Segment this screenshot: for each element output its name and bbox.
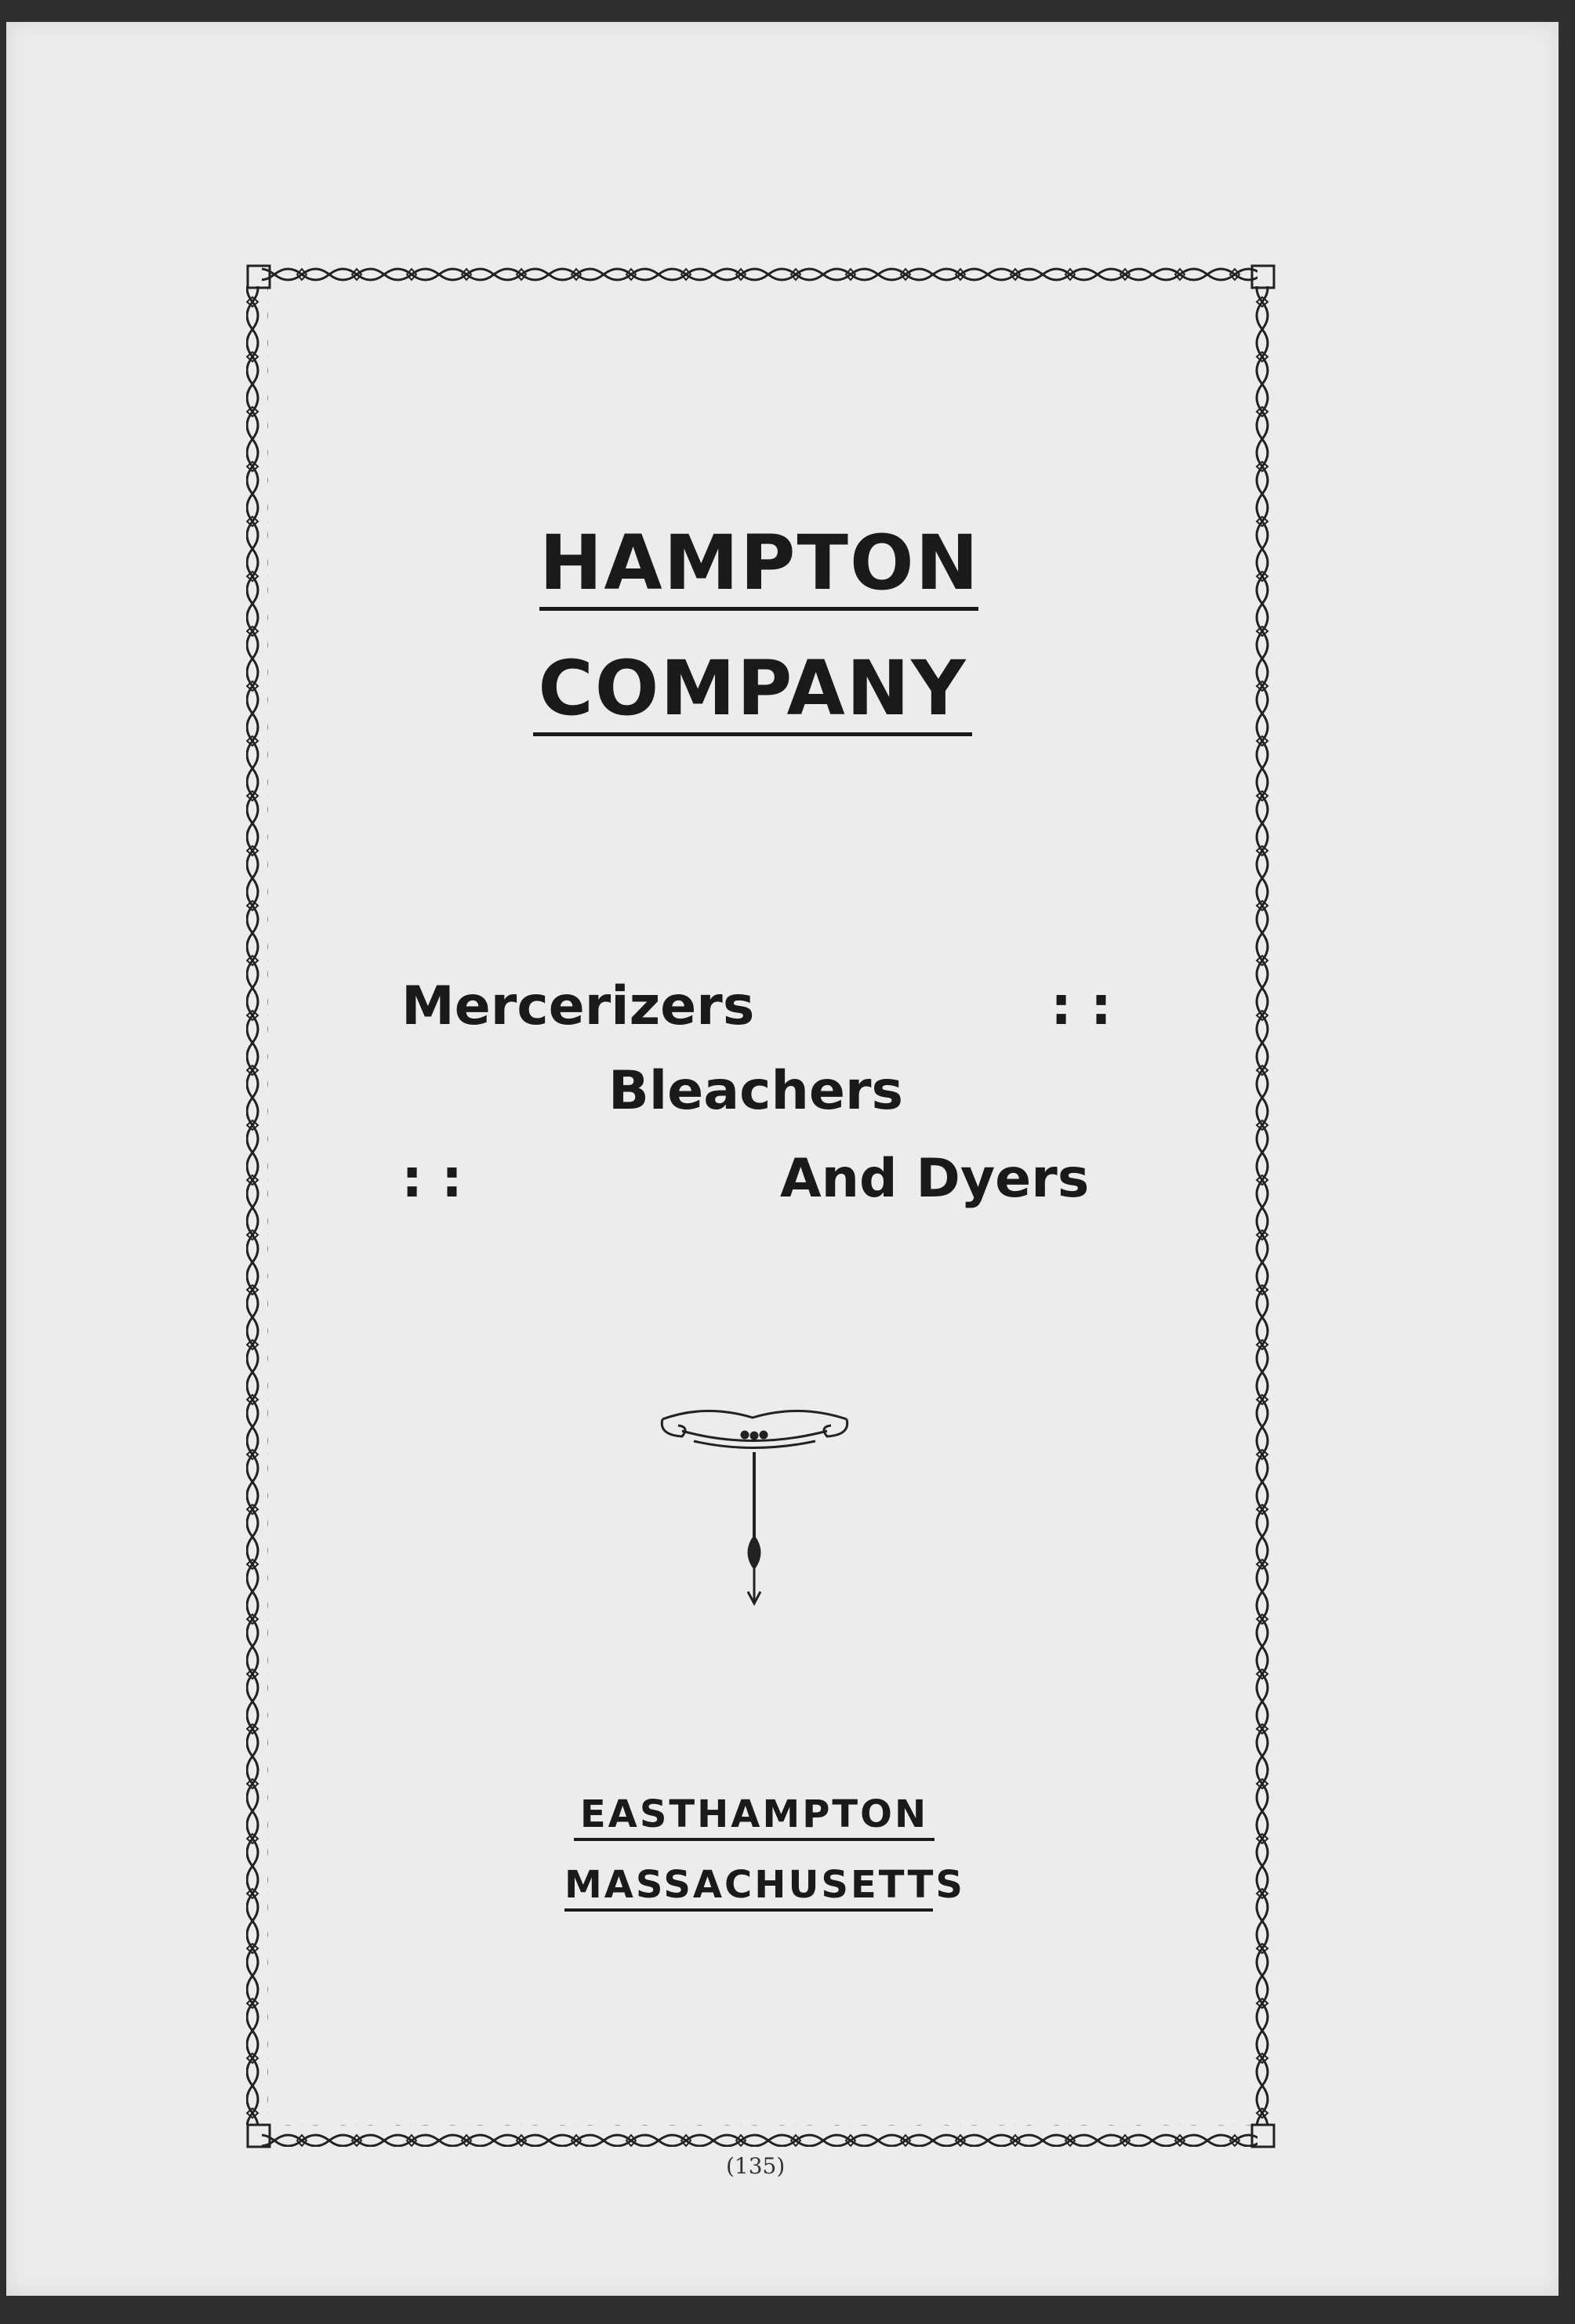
border-right <box>1252 286 1274 2125</box>
border-top <box>262 266 1257 288</box>
border-bottom <box>262 2125 1257 2147</box>
service-mercerizers: Mercerizers <box>401 975 755 1037</box>
center-ornament <box>662 1411 847 1603</box>
service-and-dyers: And Dyers <box>780 1148 1090 1210</box>
company-name-line1: HAMPTON <box>539 525 978 611</box>
company-name-line2: COMPANY <box>533 651 972 736</box>
service-mark-2: : : <box>401 1148 463 1210</box>
service-bleachers: Bleachers <box>608 1060 903 1122</box>
page-number: (135) <box>726 2153 786 2179</box>
location-state: MASSACHUSETTS <box>564 1866 933 1912</box>
border-left <box>246 286 268 2125</box>
service-mark-1: : : <box>1051 975 1112 1037</box>
location-town: EASTHAMPTON <box>574 1796 934 1841</box>
